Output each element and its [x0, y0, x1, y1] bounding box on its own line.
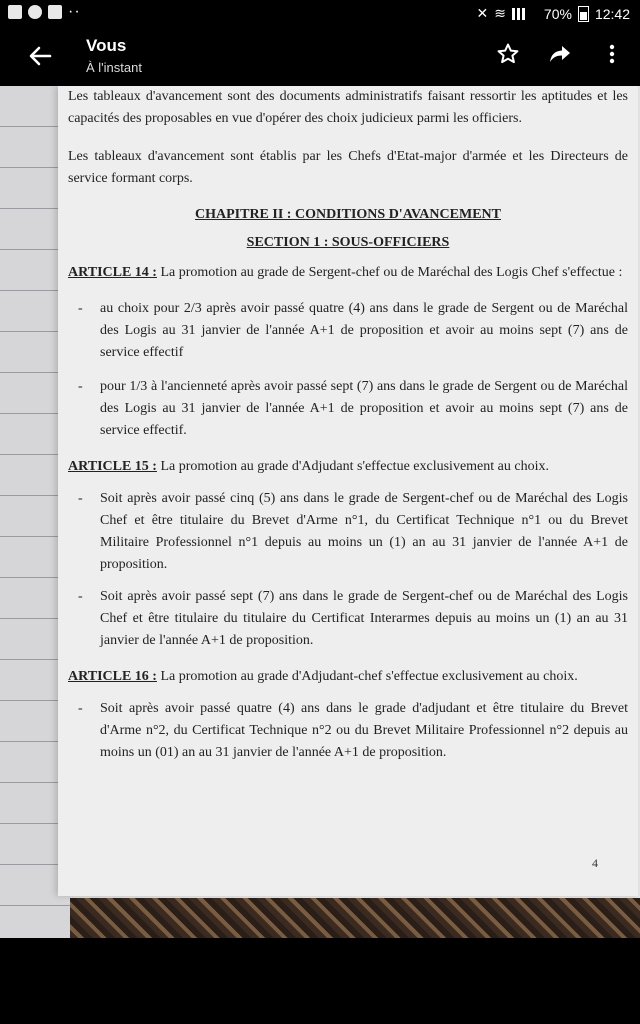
toolbar-titles	[86, 36, 142, 75]
gallery-icon	[48, 5, 62, 19]
article-14-label: ARTICLE 14 :	[68, 265, 157, 280]
clock: 12:42	[594, 5, 630, 22]
intro-paragraph-2: Les tableaux d'avancement sont établis par les Chefs d'Etat-major d'armée et les Directeurs de service formant corps.	[68, 149, 628, 186]
more-notifications-icon: ··	[68, 3, 81, 20]
article-16-label: ARTICLE 16 :	[68, 669, 157, 684]
battery-icon	[578, 6, 589, 22]
article-14-item-1: - au choix pour 2/3 après avoir passé quatre (4) ans dans le grade de Sergent ou de Maréchal des Logis au 31 janvier de l'année A+1 de proposition et avoir au moins sept (7) ans de service effectif	[68, 298, 628, 364]
article-14	[68, 262, 628, 284]
article-16-text: La promotion au grade d'Adjudant-chef s'effectue exclusivement au choix.	[160, 669, 578, 684]
viewer-bottom-area	[0, 938, 640, 1024]
section-title	[68, 232, 628, 254]
page-number: 4	[592, 856, 598, 870]
battery-text: 70%	[543, 5, 572, 22]
photo-viewer[interactable]	[0, 86, 640, 938]
sender-title: Vous	[86, 36, 127, 55]
toolbar-actions	[496, 42, 624, 66]
section-title-text: SECTION 1 : SOUS-OFFICIERS	[246, 235, 450, 250]
document-text	[68, 86, 628, 764]
notification-icons	[8, 5, 81, 19]
wifi-icon: ≋	[494, 5, 506, 21]
intro-paragraph-1: Les tableaux d'avancement sont des documents administratifs faisant ressortir les aptitudes et les capacités des proposables en vue d'opérer des choix judicieux parmi les officiers.	[68, 89, 628, 126]
article-15-item-2: - Soit après avoir passé sept (7) ans dans le grade de Sergent-chef ou de Maréchal des Logis Chef et être titulaire du titulaire du Certificat Interarmes depuis au moins un (1) an au 31 janvier de l'année A+1 de proposition.	[68, 586, 628, 652]
status-bar	[0, 0, 640, 28]
share-icon[interactable]	[548, 42, 572, 66]
star-icon[interactable]	[496, 42, 520, 66]
chapter-title-text: CHAPITRE II : CONDITIONS D'AVANCEMENT	[195, 207, 501, 222]
app-toolbar	[0, 28, 640, 86]
article-14-item-2: - pour 1/3 à l'ancienneté après avoir passé sept (7) ans dans le grade de Sergent ou de Maréchal des Logis au 31 janvier de l'année A+1 de proposition et avoir au moins sept (7) ans de service effectif.	[68, 376, 628, 442]
article-15-text: La promotion au grade d'Adjudant s'effectue exclusivement au choix.	[160, 459, 549, 474]
back-arrow-icon[interactable]	[24, 40, 56, 72]
timestamp-subtitle: À l'instant	[86, 60, 142, 75]
article-16-item-1: - Soit après avoir passé quatre (4) ans dans le grade d'adjudant et être titulaire du Brevet d'Arme n°2, du Certificat Technique n°2 ou du Brevet Militaire Professionnel n°2 depuis au moins un (01) an au 31 janvier de l'année A+1 de proposition.	[68, 698, 628, 764]
article-15	[68, 456, 628, 478]
fabric-background	[70, 898, 640, 938]
mute-icon: ✕	[476, 5, 489, 21]
facebook-icon	[8, 5, 22, 19]
article-15-label: ARTICLE 15 :	[68, 459, 157, 474]
chapter-title	[68, 204, 628, 226]
system-icons	[476, 5, 630, 22]
article-14-text: La promotion au grade de Sergent-chef ou de Maréchal des Logis Chef s'effectue :	[160, 265, 623, 280]
more-vert-icon[interactable]	[600, 42, 624, 66]
article-15-item-1: - Soit après avoir passé cinq (5) ans dans le grade de Sergent-chef ou de Maréchal des Logis Chef et être titulaire du Brevet d'Arme n°1, du Certificat Technique n°1 ou du Brevet Militaire Professionnel n°1 depuis au moins un (1) an au 31 janvier de l'année A+1 de proposition.	[68, 488, 628, 576]
signal-icon	[512, 8, 538, 20]
messenger-icon	[28, 5, 42, 19]
article-16	[68, 666, 628, 688]
